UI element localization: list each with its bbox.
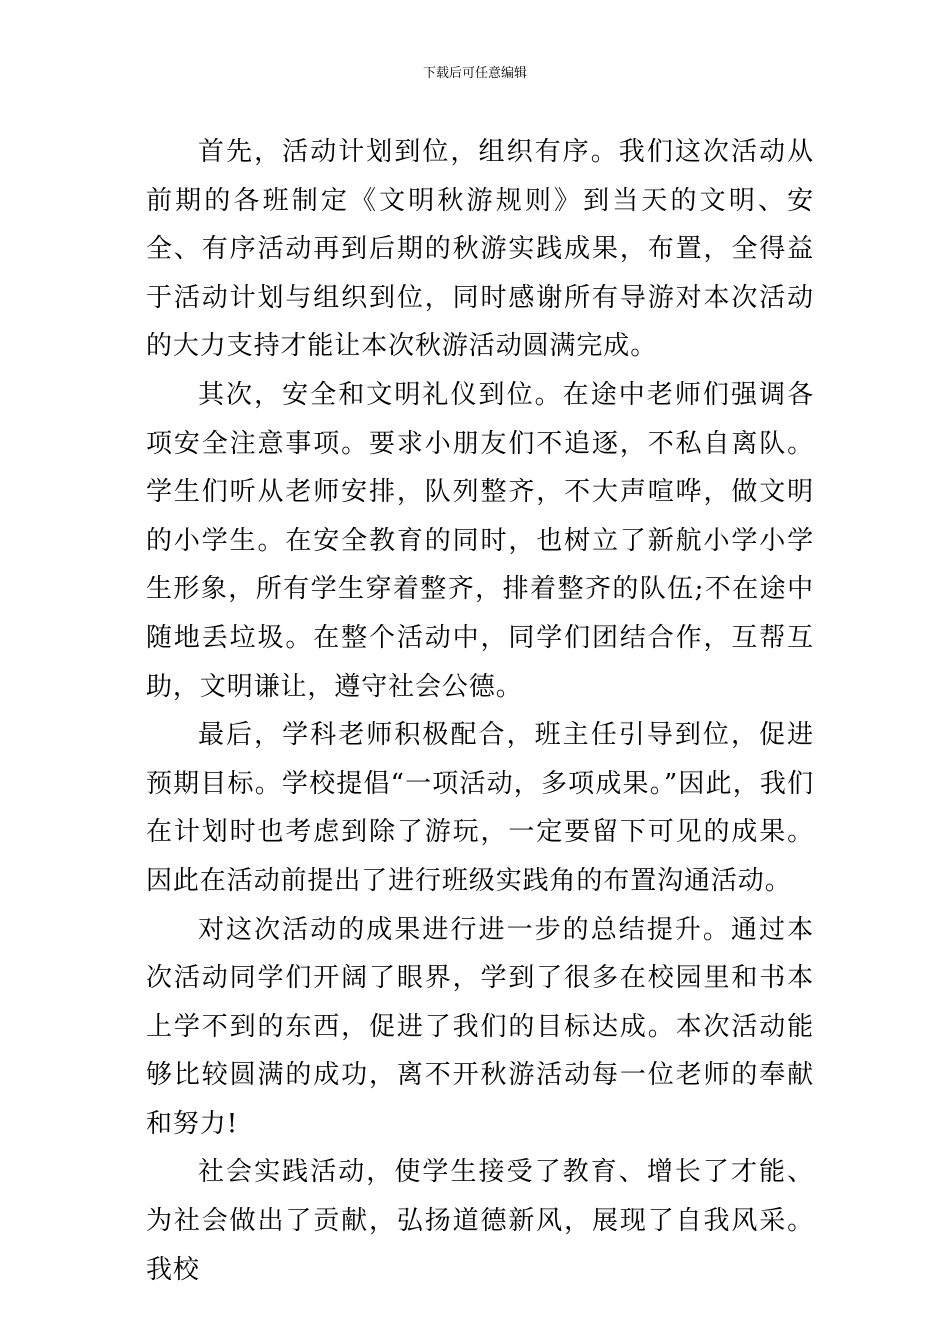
paragraph-planning: 首先，活动计划到位，组织有序。我们这次活动从前期的各班制定《文明秋游规则》到当天的文明、安全、有序活动再到后期的秋游实践成果，布置，全得益于活动计划与组织到位，同时感谢所有导游对本次活动的大力支持才能让本次秋游活动圆满完成。 <box>146 137 814 362</box>
paragraph-social-practice: 社会实践活动，使学生接受了教育、增长了才能、为社会做出了贡献，弘扬道德新风，展现了自我风采。我校 <box>146 1157 814 1285</box>
header-note: 下载后可任意编辑 <box>422 66 527 81</box>
paragraph-safety: 其次，安全和文明礼仪到位。在途中老师们强调各项安全注意事项。要求小朋友们不追逐，不私自离队。学生们听从老师安排，队列整齐，不大声喧哗，做文明的小学生。在安全教育的同时，也树立了新航小学小学生形象，所有学生穿着整齐，排着整齐的队伍;不在途中随地丢垃圾。在整个活动中，同学们团结合作，互帮互助，文明谦让，遵守社会公德。 <box>146 379 814 702</box>
paragraph-teachers: 最后，学科老师积极配合，班主任引导到位，促进预期目标。学校提倡“一项活动，多项成果。”因此，我们在计划时也考虑到除了游玩，一定要留下可见的成果。因此在活动前提出了进行班级实践角的布置沟通活动。 <box>146 720 814 896</box>
document-body <box>146 128 814 1294</box>
paragraph-summary: 对这次活动的成果进行进一步的总结提升。通过本次活动同学们开阔了眼界，学到了很多在校园里和书本上学不到的东西，促进了我们的目标达成。本次活动能够比较圆满的成功，离不开秋游活动每一位老师的奉献和努力! <box>146 914 814 1139</box>
